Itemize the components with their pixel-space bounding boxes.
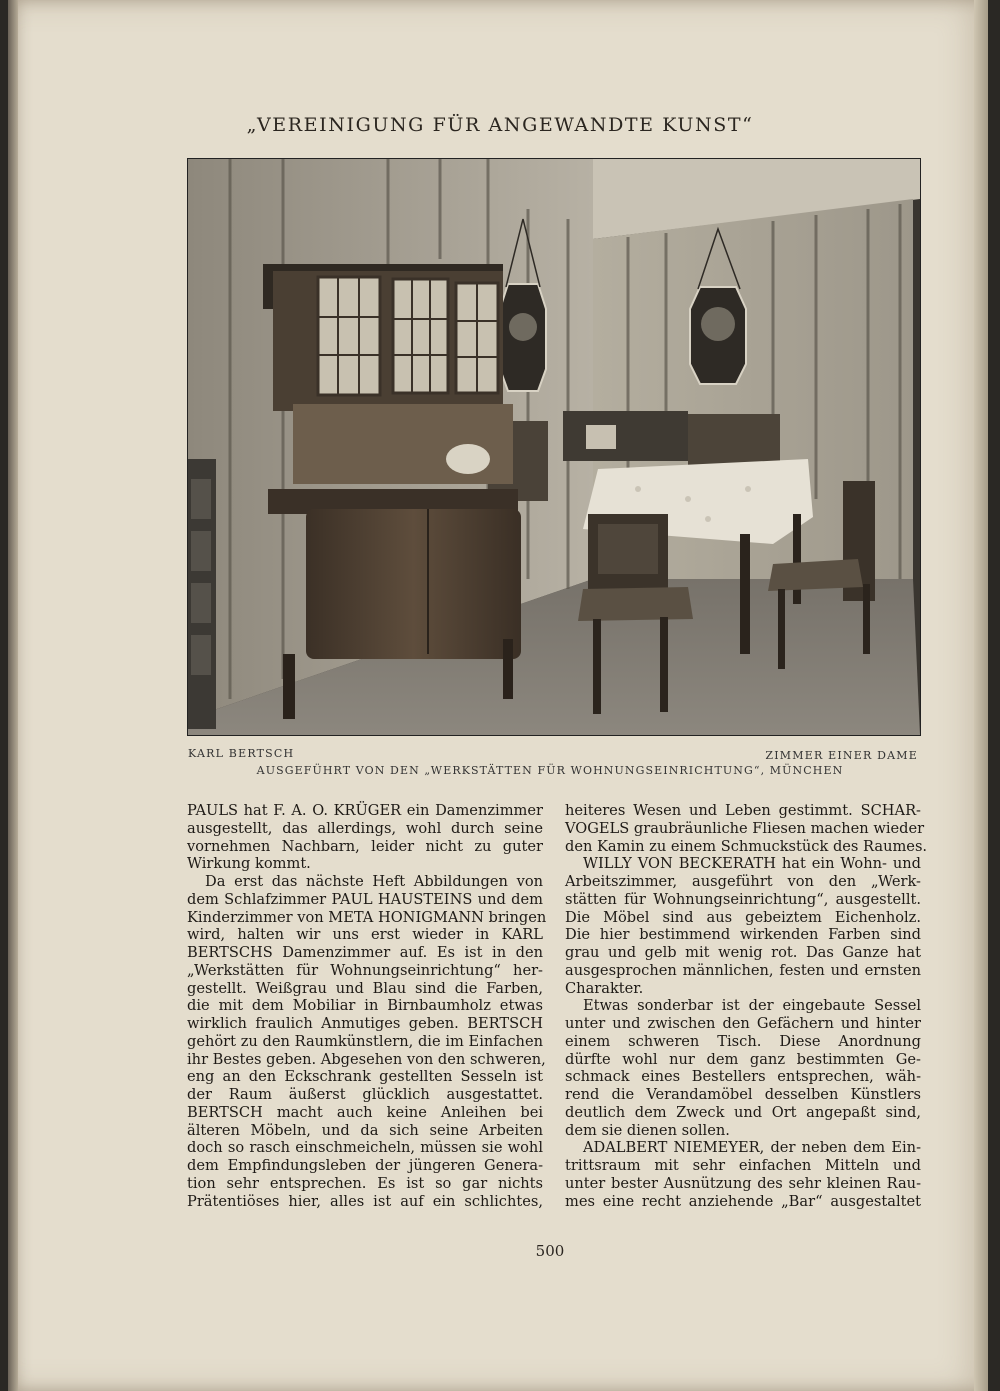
- text-line: vornehmen Nachbarn, leider nicht zu guter: [187, 837, 543, 855]
- text-line: Die hier bestimmend wirkenden Farben sind: [565, 926, 921, 944]
- text-line: schmack eines Bestellers entsprechen, wäh-: [565, 1068, 921, 1086]
- text-line: ADALBERT NIEMEYER, der neben dem Ein-: [583, 1139, 921, 1157]
- text-line: wirklich fraulich Anmutiges geben. BERTSCH: [187, 1015, 543, 1032]
- text-line: älteren Möbeln, und da sich seine Arbeiten: [187, 1121, 543, 1139]
- text-line: unter und zwischen den Gefächern und hinter: [565, 1015, 921, 1032]
- caption-artist: KARL BERTSCH: [188, 747, 295, 760]
- text-line: ausgestellt, das allerdings, wohl durch seine: [187, 819, 543, 837]
- text-line: Kinderzimmer von META HONIGMANN bringen: [187, 908, 547, 926]
- text-line: gehört zu den Raumkünstlern, die im Einfachen: [187, 1032, 543, 1050]
- text-line: Charakter.: [565, 979, 644, 997]
- text-line: dürfte wohl nur dem ganz bestimmten Ge-: [565, 1050, 921, 1068]
- text-line: Etwas sonderbar ist der eingebaute Sessel: [583, 997, 921, 1015]
- caption-executed-by: AUSGEFÜHRT VON DEN „WERKSTÄTTEN FÜR WOHNUNGSEINRICHTUNG“, MÜNCHEN: [256, 764, 844, 777]
- text-line: unter bester Ausnützung des sehr kleinen Rau-: [565, 1174, 921, 1192]
- text-line: mes eine recht anziehende „Bar“ ausgestaltet: [565, 1192, 921, 1210]
- text-line: die mit dem Mobiliar in Birnbaumholz etwas: [187, 997, 543, 1015]
- text-line: einem schweren Tisch. Diese Anordnung: [565, 1032, 921, 1050]
- text-line: den Kamin zu einem Schmuckstück des Raumes.: [565, 837, 928, 855]
- text-line: eng an den Eckschrank gestellten Sesseln ist: [187, 1068, 543, 1086]
- text-line: WILLY VON BECKERATH hat ein Wohn- und: [583, 855, 921, 873]
- text-line: deutlich dem Zweck und Ort angepaßt sind,: [565, 1103, 921, 1121]
- text-line: wird, halten wir uns erst wieder in KARL: [187, 926, 543, 944]
- text-line: dem Empfindungsleben der jüngeren Genera-: [187, 1157, 543, 1174]
- text-line: BERTSCH macht auch keine Anleihen bei: [187, 1103, 543, 1121]
- text-column-left: [187, 802, 547, 1210]
- text-line: grau und gelb mit wenig rot. Das Ganze hat: [565, 944, 921, 961]
- text-line: doch so rasch einschmeicheln, müssen sie wohl: [187, 1139, 543, 1157]
- text-line: „Werkstätten für Wohnungseinrichtung“ her-: [187, 961, 543, 979]
- text-line: Prätentiöses hier, alles ist auf ein schlichtes,: [187, 1192, 543, 1210]
- text-line: Arbeitszimmer, ausgeführt von den „Werk-: [565, 873, 921, 890]
- book-spine: [8, 0, 18, 1391]
- text-line: ausgesprochen männlichen, festen und ernsten: [565, 961, 921, 979]
- page-number: 500: [535, 1242, 565, 1260]
- text-line: Da erst das nächste Heft Abbildungen von: [205, 873, 543, 890]
- photograph-plate: [187, 158, 921, 736]
- text-column-right: [565, 802, 928, 1210]
- text-line: stätten für Wohnungseinrichtung“, ausgestellt.: [565, 890, 921, 908]
- page-edge: [974, 0, 988, 1391]
- text-line: rend die Verandamöbel desselben Künstlers: [565, 1086, 921, 1103]
- text-line: Wirkung kommt.: [187, 855, 311, 873]
- text-line: PAULS hat F. A. O. KRÜGER ein Damenzimmer: [187, 802, 543, 819]
- text-line: dem sie dienen sollen.: [565, 1121, 730, 1139]
- text-line: Die Möbel sind aus gebeiztem Eichenholz.: [565, 908, 921, 926]
- text-line: dem Schlafzimmer PAUL HAUSTEINS und dem: [187, 890, 543, 908]
- caption-subject: ZIMMER EINER DAME: [765, 749, 918, 762]
- running-header: „VEREINIGUNG FÜR ANGEWANDTE KUNST“: [246, 114, 754, 136]
- text-line: tion sehr entsprechen. Es ist so gar nichts: [187, 1174, 543, 1192]
- text-line: VOGELS graubräunliche Fliesen machen wieder: [565, 819, 925, 837]
- text-line: gestellt. Weißgrau und Blau sind die Farben,: [187, 979, 543, 997]
- text-line: ihr Bestes geben. Abgesehen von den schweren,: [187, 1050, 546, 1068]
- text-line: heiteres Wesen und Leben gestimmt. SCHAR-: [565, 802, 921, 819]
- text-line: BERTSCHS Damenzimmer auf. Es ist in den: [187, 944, 543, 961]
- room-photograph: [188, 159, 920, 735]
- text-line: der Raum äußerst glücklich ausgestattet.: [187, 1086, 543, 1103]
- text-line: trittsraum mit sehr einfachen Mitteln und: [565, 1157, 921, 1174]
